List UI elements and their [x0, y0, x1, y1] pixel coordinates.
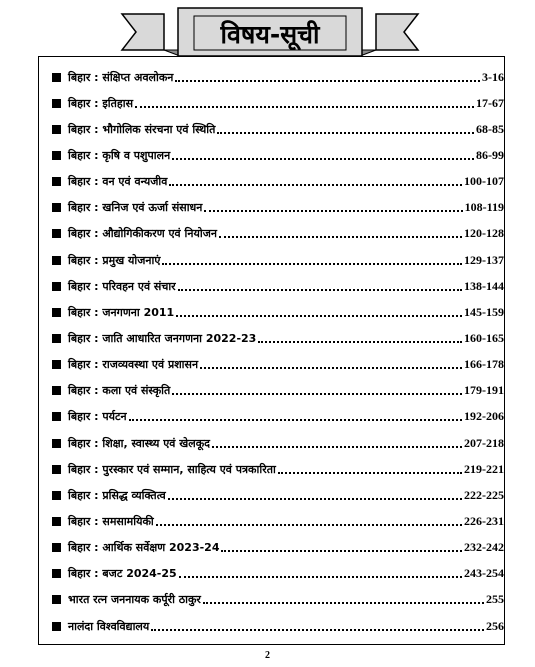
toc-entry-title: बिहार : समसामयिकी [68, 514, 154, 528]
toc-entry [52, 273, 504, 299]
toc-entry-pages: 129-137 [464, 252, 504, 267]
dotted-leader [135, 97, 474, 108]
toc-entry [52, 221, 504, 247]
title-banner [120, 0, 420, 64]
toc-entry [52, 64, 504, 90]
toc-entry [52, 325, 504, 351]
black-square-bullet-icon [52, 412, 61, 421]
toc-entry [52, 456, 504, 482]
toc-entry-pages: 166-178 [464, 357, 504, 372]
toc-entry-pages: 145-159 [464, 304, 504, 319]
toc-entry [52, 116, 504, 142]
black-square-bullet-icon [52, 99, 61, 108]
toc-entry-title: बिहार : जाति आधारित जनगणना 2022-23 [68, 331, 257, 345]
black-square-bullet-icon [52, 334, 61, 343]
black-square-bullet-icon [52, 465, 61, 474]
toc-entry-title: बिहार : भौगोलिक संरचना एवं स्थिति [68, 122, 216, 136]
black-square-bullet-icon [52, 439, 61, 448]
toc-entry-pages: 100-107 [464, 174, 504, 189]
dotted-leader [200, 358, 462, 369]
toc-entry-pages: 219-221 [464, 461, 504, 476]
toc-entry [52, 352, 504, 378]
toc-entry [52, 299, 504, 325]
toc-entry-title: बिहार : संक्षिप्त अवलोकन [68, 70, 174, 84]
toc-entry [52, 587, 504, 613]
toc-entry-title: बिहार : आर्थिक सर्वेक्षण 2023-24 [68, 541, 220, 555]
toc-entry-pages: 17-67 [476, 95, 504, 110]
toc-entry [52, 535, 504, 561]
dotted-leader [204, 201, 462, 212]
toc-entry [52, 613, 504, 639]
toc-entry-pages: 232-242 [464, 540, 504, 555]
black-square-bullet-icon [52, 517, 61, 526]
black-square-bullet-icon [52, 229, 61, 238]
black-square-bullet-icon [52, 622, 61, 631]
black-square-bullet-icon [52, 386, 61, 395]
black-square-bullet-icon [52, 73, 61, 82]
dotted-leader [221, 541, 462, 552]
toc-entry-title: बिहार : शिक्षा, स्वास्थ्य एवं खेलकूद [68, 436, 210, 450]
toc-entry-title: बिहार : कृषि व पशुपालन [68, 148, 171, 162]
black-square-bullet-icon [52, 360, 61, 369]
black-square-bullet-icon [52, 308, 61, 317]
dotted-leader [129, 410, 462, 421]
toc-entry-title: बिहार : बजट 2024-25 [68, 567, 177, 581]
dotted-leader [203, 593, 484, 604]
dotted-leader [168, 489, 462, 500]
toc-entry-title: बिहार : जनगणना 2011 [68, 305, 175, 319]
toc-entry-pages: 179-191 [464, 383, 504, 398]
black-square-bullet-icon [52, 595, 61, 604]
toc-entry [52, 430, 504, 456]
black-square-bullet-icon [52, 491, 61, 500]
dotted-leader [212, 437, 462, 448]
dotted-leader [278, 463, 462, 474]
dotted-leader [172, 384, 462, 395]
toc-entry [52, 404, 504, 430]
dotted-leader [156, 515, 462, 526]
toc-entry [52, 195, 504, 221]
toc-entry-title: भारत रत्न जननायक कर्पूरी ठाकुर [68, 593, 201, 607]
toc-entry-title: बिहार : पर्यटन [68, 410, 127, 424]
dotted-leader [179, 567, 462, 578]
toc-entry-title: नालंदा विश्वविद्यालय [68, 619, 150, 633]
black-square-bullet-icon [52, 543, 61, 552]
toc-entry-title: बिहार : औद्योगिकीकरण एवं नियोजन [68, 227, 217, 241]
toc-entry-pages: 243-254 [464, 566, 504, 581]
black-square-bullet-icon [52, 256, 61, 265]
toc-entry-title: बिहार : प्रमुख योजनाएं [68, 253, 161, 267]
toc-entry-title: बिहार : राजव्यवस्था एवं प्रशासन [68, 358, 199, 372]
toc-entry-pages: 222-225 [464, 487, 504, 502]
toc-entry-pages: 192-206 [464, 409, 504, 424]
toc-entry [52, 378, 504, 404]
toc-entry [52, 247, 504, 273]
dotted-leader [217, 123, 474, 134]
toc-entry-pages: 255 [486, 592, 504, 607]
toc-entry [52, 482, 504, 508]
toc-entry [52, 142, 504, 168]
dotted-leader [151, 620, 484, 631]
toc-entry-title: बिहार : प्रसिद्ध व्यक्तित्व [68, 488, 166, 502]
black-square-bullet-icon [52, 125, 61, 134]
toc-entry-pages: 86-99 [476, 147, 504, 162]
toc-entry [52, 561, 504, 587]
dotted-leader [162, 254, 462, 265]
toc-entry-pages: 108-119 [464, 200, 504, 215]
toc-entry-pages: 3-16 [482, 69, 504, 84]
dotted-leader [175, 71, 480, 82]
toc-entry [52, 90, 504, 116]
dotted-leader [219, 227, 462, 238]
dotted-leader [258, 332, 462, 343]
toc-entry-title: बिहार : परिवहन एवं संचार [68, 279, 176, 293]
toc-entry-pages: 256 [486, 618, 504, 633]
toc-entry-pages: 138-144 [464, 278, 504, 293]
black-square-bullet-icon [52, 203, 61, 212]
toc-entry-pages: 160-165 [464, 330, 504, 345]
dotted-leader [172, 149, 474, 160]
dotted-leader [169, 175, 462, 186]
dotted-leader [178, 280, 462, 291]
toc-entry-title: बिहार : पुरस्कार एवं सम्मान, साहित्य एवं पत्रकारिता [68, 462, 276, 476]
toc-entry-title: बिहार : कला एवं संस्कृति [68, 384, 171, 398]
toc-entry [52, 508, 504, 534]
black-square-bullet-icon [52, 177, 61, 186]
toc-entry-pages: 68-85 [476, 121, 504, 136]
toc-entry-pages: 226-231 [464, 513, 504, 528]
dotted-leader [176, 306, 462, 317]
black-square-bullet-icon [52, 151, 61, 160]
toc-entry-pages: 120-128 [464, 226, 504, 241]
toc-entry-title: बिहार : खनिज एवं ऊर्जा संसाधन [68, 201, 203, 215]
black-square-bullet-icon [52, 282, 61, 291]
page-number: 2 [265, 650, 270, 661]
black-square-bullet-icon [52, 569, 61, 578]
toc-entry-title: बिहार : वन एवं वन्यजीव [68, 175, 168, 189]
table-of-contents [52, 64, 504, 639]
toc-entry-title: बिहार : इतिहास [68, 96, 134, 110]
page-title: विषय-सूची [220, 20, 320, 49]
toc-entry-pages: 207-218 [464, 435, 504, 450]
toc-entry [52, 169, 504, 195]
